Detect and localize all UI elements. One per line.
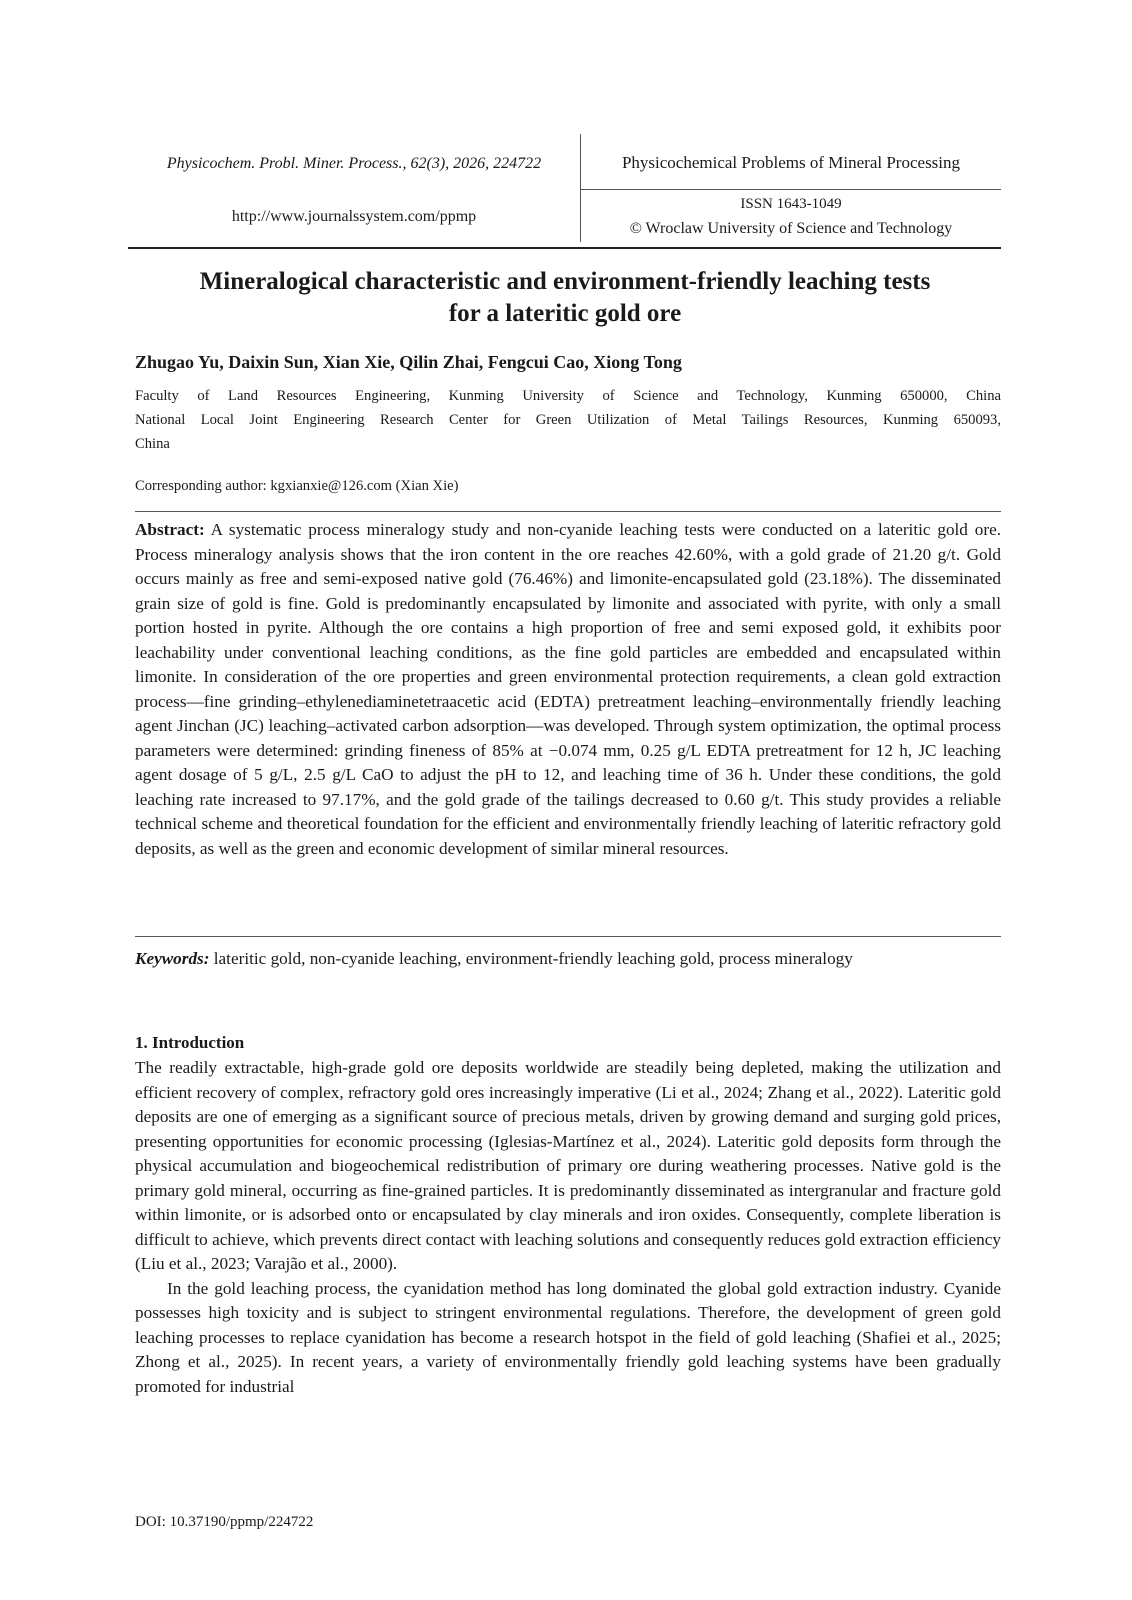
journal-name: Physicochemical Problems of Mineral Processing	[621, 153, 961, 172]
citation-line: Physicochem. Probl. Miner. Process., 62(3), 2026, 224722	[166, 155, 542, 172]
header-rule	[128, 247, 1001, 249]
affiliation-1: Faculty of Land Resources Engineering, Kunming University of Science and Technology, Kunming 650000, China	[135, 388, 1001, 404]
journal-url[interactable]: http://www.journalssystem.com/ppmp	[231, 208, 477, 225]
doi-footer: DOI: 10.37190/ppmp/224722	[135, 1514, 314, 1530]
title-line-2: for a lateritic gold ore	[448, 300, 682, 327]
issn: ISSN 1643-1049	[740, 196, 842, 212]
abstract	[135, 518, 1001, 861]
keywords-label: Keywords:	[135, 949, 210, 968]
abstract-bottom-rule	[135, 936, 1001, 937]
keywords	[135, 947, 1001, 972]
introduction-paragraph-2: In the gold leaching process, the cyanidation method has long dominated the global gold extraction industry. Cyanide possesses high toxicity and is subject to stringent environmental regulations. Therefore, the development of green gold leaching processes to replace cyanidation has become a research hotspot in the field of gold leaching (Shafiei et al., 2025; Zhong et al., 2025). In recent years, a variety of environmentally friendly gold leaching systems have been gradually promoted for industrial	[135, 1278, 1001, 1396]
affiliation-2: National Local Joint Engineering Research Center for Green Utilization of Metal Tailings Resources, Kunming 650093,	[135, 412, 1001, 428]
header-right	[581, 134, 1001, 246]
section-heading-introduction: 1. Introduction	[135, 1033, 245, 1052]
keywords-text: lateritic gold, non-cyanide leaching, environment-friendly leaching gold, process mineralogy	[213, 949, 853, 968]
abstract-text: A systematic process mineralogy study and non-cyanide leaching tests were conducted on a lateritic gold ore. Process mineralogy analysis shows that the iron content in the ore reaches 42.60%, with a gold grade of 21.20 g/t. Gold occurs mainly as free and semi-exposed native gold (76.46%) and limonite-encapsulated gold (23.18%). The disseminated grain size of gold is fine. Gold is predominantly encapsulated by limonite and associated with pyrite, with only a small portion hosted in pyrite. Although the ore contains a high proportion of free and semi exposed gold, it exhibits poor leachability under conventional leaching conditions, as the fine gold particles are embedded and encapsulated within limonite. In consideration of the ore properties and green environmental protection requirements, a clean gold extraction process—fine grinding–ethylenediaminetetraacetic acid (EDTA) pretreatment leaching–environmentally friendly leaching agent Jinchan (JC) leaching–activated carbon adsorption—was developed. Through system optimization, the optimal process parameters were determined: grinding fineness of 85% at −0.074 mm, 0.25 g/L EDTA pretreatment for 12 h, JC leaching agent dosage of 5 g/L, 2.5 g/L CaO to adjust the pH to 12, and leaching time of 36 h. Under these conditions, the gold leaching rate increased to 97.17%, and the gold grade of the tailings decreased to 0.60 g/t. This study provides a reliable technical scheme and theoretical foundation for the efficient and environmentally friendly leaching of lateritic refractory gold deposits, as well as the green and economic development of similar mineral resources.	[135, 520, 1001, 858]
copyright: © Wroclaw University of Science and Technology	[629, 220, 953, 237]
paper-title	[135, 266, 995, 330]
affiliation-2-cont: China	[135, 436, 170, 452]
author-list: Zhugao Yu, Daixin Sun, Xian Xie, Qilin Zhai, Fengcui Cao, Xiong Tong	[135, 352, 682, 372]
header-divider-horizontal	[581, 189, 1001, 190]
header-left	[128, 134, 580, 246]
introduction-body	[135, 1056, 1001, 1399]
journal-header	[128, 134, 1001, 246]
title-line-1: Mineralogical characteristic and environment-friendly leaching tests	[199, 268, 931, 295]
introduction-paragraph-1: The readily extractable, high-grade gold ore deposits worldwide are steadily being depleted, making the utilization and efficient recovery of complex, refractory gold ores increasingly imperative (Li et al., 2024; Zhang et al., 2022). Lateritic gold deposits are one of emerging as a significant source of precious metals, driven by growing demand and surging gold prices, presenting opportunities for economic processing (Iglesias-Martínez et al., 2024). Lateritic gold deposits form through the physical accumulation and biogeochemical redistribution of primary ore during weathering processes. Native gold is the primary gold mineral, occurring as fine-grained particles. It is predominantly disseminated as intergranular and fracture gold within limonite, or is adsorbed onto or encapsulated by clay minerals and iron oxides. Consequently, complete liberation is difficult to achieve, which prevents direct contact with leaching solutions and consequently reduces gold extraction efficiency (Liu et al., 2023; Varajão et al., 2000).	[135, 1058, 1001, 1273]
corresponding-author: Corresponding author: kgxianxie@126.com (Xian Xie)	[135, 478, 459, 494]
abstract-top-rule	[135, 511, 1001, 512]
abstract-label: Abstract:	[135, 520, 205, 539]
